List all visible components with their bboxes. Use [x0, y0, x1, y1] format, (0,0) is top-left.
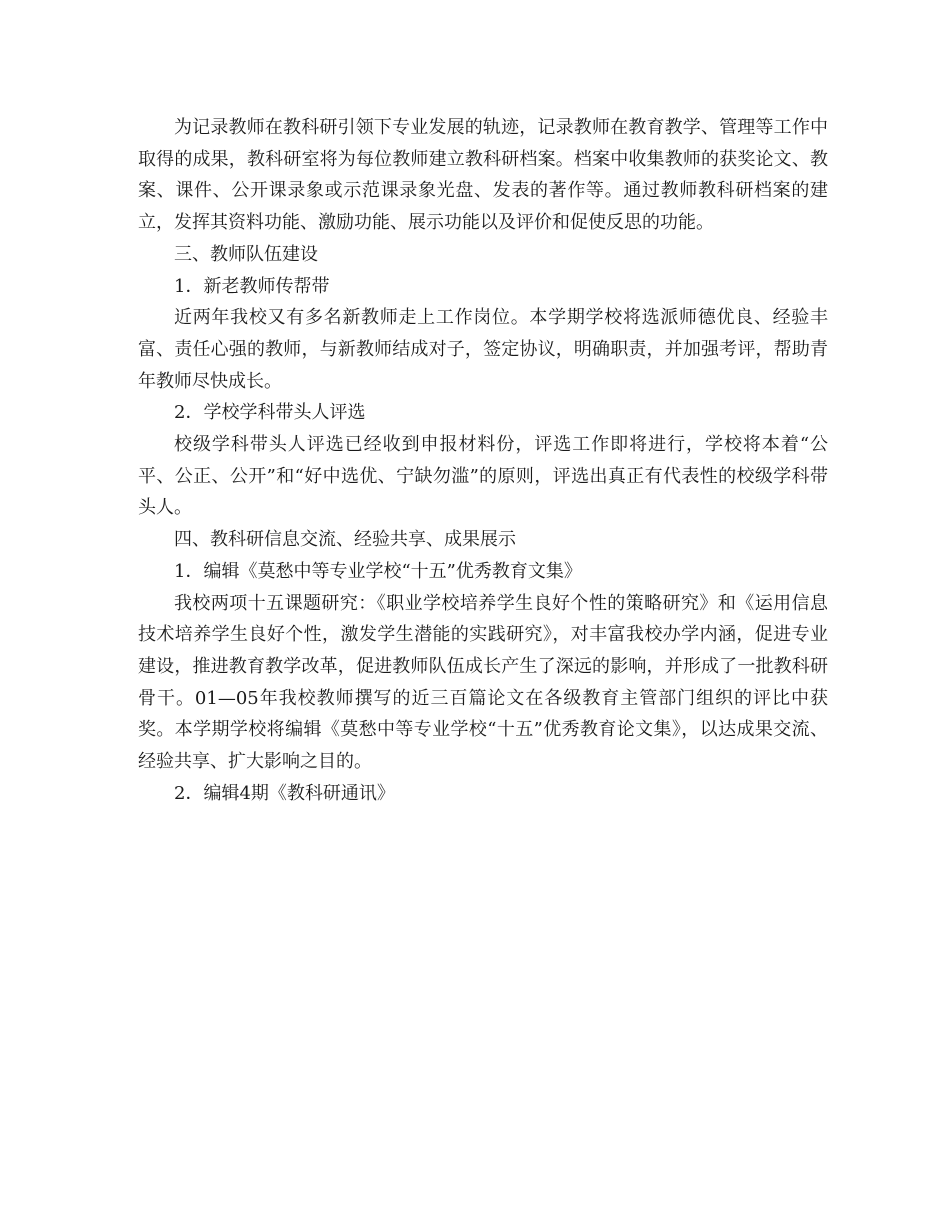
paragraph-subject-leader-selection: 校级学科带头人评选已经收到申报材料份，评选工作即将进行，学校将本着“公平、公正、公开”和“好中选优、宁缺勿滥”的原则，评选出真正有代表性的校级学科带头人。	[138, 434, 828, 519]
paragraph-research-archive: 为记录教师在教科研引领下专业发展的轨迹，记录教师在教育教学、管理等工作中取得的成果，教科研室将为每位教师建立教科研档案。档案中收集教师的获奖论文、教案、课件、公开课录象或示范课录象光盘、发表的著作等。通过教师教科研档案的建立，发挥其资料功能、激励功能、展示功能以及评价和促使反思的功能。	[138, 117, 828, 234]
paragraph-mentoring: 近两年我校又有多名新教师走上工作岗位。本学期学校将选派师德优良、经验丰富、责任心强的教师，与新教师结成对子，签定协议，明确职责，并加强考评，帮助青年教师尽快成长。	[138, 307, 828, 392]
section-heading-info-exchange: 四、教科研信息交流、经验共享、成果展示	[174, 529, 516, 551]
section-heading-teacher-team: 三、教师队伍建设	[174, 243, 318, 265]
paragraph-edit-collection: 我校两项十五课题研究：《职业学校培养学生良好个性的策略研究》和《运用信息技术培养学生良好个性，激发学生潜能的实践研究》，对丰富我校办学内涵，促进专业建设，推进教育教学改革，促进教师队伍成长产生了深远的影响，并形成了一批教科研骨干。01—05年我校教师撰写的近三百篇论文在各级教育主管部门组织的评比中获奖。本学期学校将编辑《莫愁中等专业学校“十五”优秀教育论文集》，以达成果交流、经验共享、扩大影响之目的。	[138, 592, 828, 773]
subheading-mentoring: 1．新老教师传帮带	[174, 275, 330, 297]
subheading-edit-collection: 1．编辑《莫愁中等专业学校“十五”优秀教育文集》	[174, 560, 582, 582]
subheading-subject-leader-selection: 2．学校学科带头人评选	[174, 402, 366, 424]
document-body	[138, 112, 828, 809]
subheading-edit-newsletter: 2．编辑4期《教科研通讯》	[174, 782, 395, 804]
